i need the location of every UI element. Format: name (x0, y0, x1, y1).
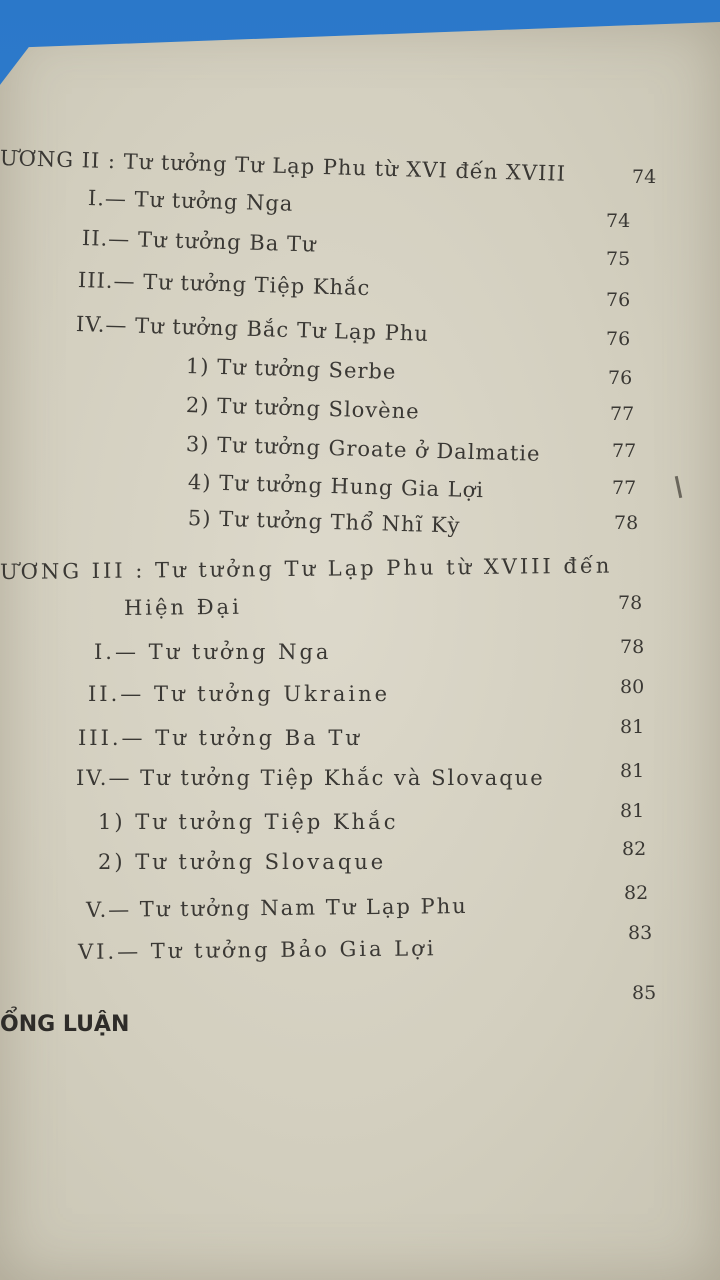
toc-subentry: 4) Tư tưởng Hung Gia Lợi (187, 470, 485, 503)
conclusion-heading: ỔNG LUẬN (0, 1012, 130, 1037)
toc-entry: III.— Tư tưởng Ba Tư (78, 726, 362, 750)
toc-subentry: 5) Tư tưởng Thổ Nhĩ Kỳ (187, 506, 461, 538)
toc-page: 80 (620, 676, 645, 698)
toc-page: 81 (620, 716, 645, 738)
toc-page: 76 (606, 328, 631, 350)
toc-page: 74 (606, 210, 631, 232)
toc-page: 83 (628, 922, 653, 944)
toc-page: 76 (606, 289, 631, 311)
toc-entry: I.— Tư tưởng Nga (94, 640, 332, 664)
toc-page: 77 (612, 477, 637, 499)
toc-page: 78 (614, 512, 639, 534)
toc-subentry: 3) Tư tưởng Groate ở Dalmatie (185, 432, 541, 466)
toc-page: 75 (606, 248, 631, 270)
toc-subentry: 1) Tư tưởng Serbe (185, 354, 397, 384)
toc-page: 81 (620, 800, 645, 822)
toc-page: 76 (608, 367, 633, 389)
chapter-2-title: ƯƠNG II : Tư tưởng Tư Lạp Phu từ XVI đến XVIII (0, 146, 567, 186)
toc-entry: IV.— Tư tưởng Tiệp Khắc và Slovaque (76, 766, 545, 790)
toc-subentry: 2) Tư tưởng Slovène (185, 393, 420, 424)
toc-page: 77 (612, 440, 637, 462)
toc-subentry: 2) Tư tưởng Slovaque (98, 850, 387, 874)
toc-page: 78 (620, 636, 645, 658)
chapter-3-title-continued: Hiện Đại (123, 594, 242, 620)
chapter-3-page: 78 (618, 592, 643, 614)
toc-entry: I.— Tư tưởng Nga (87, 186, 294, 216)
chapter-3-title: ƯƠNG III : Tư tưởng Tư Lạp Phu từ XVIII đến (0, 553, 613, 584)
toc-entry: II.— Tư tưởng Ba Tư (81, 226, 317, 257)
conclusion-page: 85 (632, 982, 657, 1004)
toc-page: 82 (624, 882, 649, 904)
toc-entry: V.— Tư tưởng Nam Tư Lạp Phu (85, 894, 468, 922)
toc-entry: II.— Tư tưởng Ukraine (88, 682, 391, 706)
toc-entry: III.— Tư tưởng Tiệp Khắc (77, 268, 371, 301)
toc-subentry: 1) Tư tưởng Tiệp Khắc (98, 810, 399, 834)
toc-page: 81 (620, 760, 645, 782)
toc-entry: VI.— Tư tưởng Bảo Gia Lợi (77, 936, 437, 964)
toc-page: 77 (610, 403, 635, 425)
toc-page: 82 (622, 838, 647, 860)
chapter-2-page: 74 (632, 166, 657, 188)
toc-entry: IV.— Tư tưởng Bắc Tư Lạp Phu (75, 312, 430, 346)
